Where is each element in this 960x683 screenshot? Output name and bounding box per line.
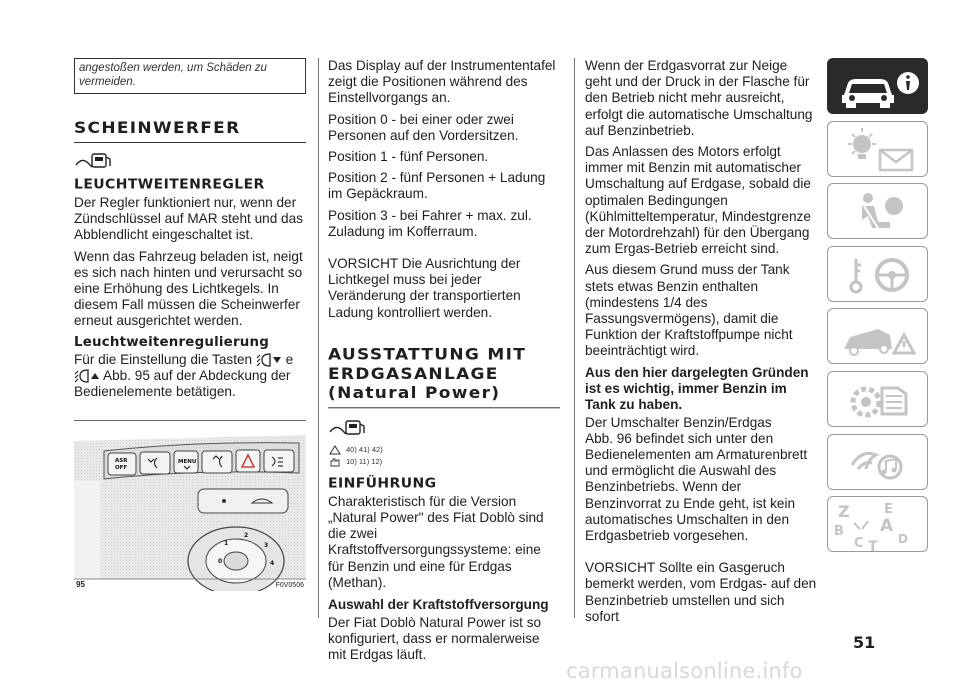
chapter-tab-starting-driving[interactable] xyxy=(827,246,928,302)
paragraph: Der Umschalter Benzin/Erdgas xyxy=(585,414,772,430)
warning-refs xyxy=(328,444,560,456)
section-heading-scheinwerfer: SCHEINWERFER xyxy=(74,119,306,143)
page-number: 51 xyxy=(853,633,876,652)
column-3 xyxy=(585,58,817,630)
chapter-tabs xyxy=(827,58,928,559)
index-letter: D xyxy=(898,532,908,547)
chapter-tab-multimedia[interactable] xyxy=(827,434,928,490)
paragraph: Das Display auf der Instrumententafel zeigt die Positionen während des Einstellvorgangs an. xyxy=(328,58,556,106)
index-letter: C xyxy=(854,536,864,552)
off-label: OFF xyxy=(115,465,128,472)
column-1 xyxy=(74,58,306,591)
paragraph: Das Anlassen des Motors erfolgt immer mit Benzin mit automatischer Umschaltung auf Erdgase, sobald die optimalen Bedingungen (Kühlmitteltemperatur, Mindestgrenze der Motordrehzahl) für den Übergang zum Ergas-Betrieb erreicht sind. xyxy=(585,144,811,257)
menu-label: MENU xyxy=(178,459,197,466)
index-letter: B xyxy=(834,524,844,540)
caution-ref-numbers: 10) 11) 12) xyxy=(346,456,383,466)
index-letter: Z xyxy=(838,502,850,522)
chapter-tab-maintenance[interactable] xyxy=(827,371,928,427)
knob-pos-1: 1 xyxy=(224,540,229,548)
figure-caption: 95 xyxy=(76,580,85,590)
heading-einfuehrung: EINFÜHRUNG xyxy=(328,476,437,492)
index-letter: T xyxy=(868,539,878,554)
car-info-icon xyxy=(828,59,928,114)
paragraph: Wenn der Erdgasvorrat zur Neige geht und der Druck in der Flasche für den Betrieb nicht mehr ausreicht, erfolgt die automatische Umschaltung auf Benzinbetrieb. xyxy=(585,58,813,138)
hand-caution-icon xyxy=(328,457,342,467)
headlight-up-icon xyxy=(74,368,100,384)
column-divider xyxy=(574,58,575,618)
section-heading-ausstattung: AUSSTATTUNG MIT ERDGASANLAGE (Natural Power) xyxy=(328,346,560,409)
warning-triangle-icon xyxy=(328,445,342,455)
chapter-tab-warning-lights[interactable] xyxy=(827,121,928,177)
heading-leuchtweitenregulierung: Leuchtweitenregulierung xyxy=(74,334,269,350)
figure-95 xyxy=(74,420,306,591)
heading-auswahl: Auswahl der Kraftstoffversorgung xyxy=(328,597,549,613)
multimedia-icon xyxy=(828,435,928,490)
paragraph: Aus diesem Grund muss der Tank stets etwas Benzin enthalten (mindestens 1/4 des Fassungsvermögens), damit die Funktion der Kraftstoffpumpe nicht beeinträchtigt wird. xyxy=(585,262,793,359)
note-box: angestoßen werden, um Schäden zu vermeiden. xyxy=(74,58,306,94)
column-divider xyxy=(318,58,319,618)
paragraph: Position 1 - fünf Personen. xyxy=(328,149,489,165)
asr-label: ASR xyxy=(115,458,128,465)
headlight-down-icon xyxy=(256,352,282,368)
emergency-car-icon xyxy=(828,309,928,364)
cng-fuel-icon xyxy=(328,418,368,438)
chapter-tab-index[interactable] xyxy=(827,496,928,552)
reference-list xyxy=(328,444,560,468)
paragraph: Position 3 - bei Fahrer + max. zul. Zuladung im Kofferraum. xyxy=(328,207,532,239)
paragraph: Der Fiat Doblò Natural Power ist so konfiguriert, dass er normalerweise mit Erdgas läuft. xyxy=(328,615,542,663)
text: Für die Einstellung die Tasten xyxy=(74,351,253,367)
chapter-tab-dashboard[interactable] xyxy=(827,58,928,114)
knob-pos-0: 0 xyxy=(218,558,223,566)
knob-pos-2: 2 xyxy=(244,532,249,540)
index-letter: E xyxy=(884,502,893,518)
paragraph: Wenn das Fahrzeug beladen ist, neigt es sich nach hinten und verursacht so eine Erhöhung des Lichtkegels. In diesem Fall müssen die Scheinwerfer erneut ausgerichtet werden. xyxy=(74,248,303,329)
chapter-tab-emergency[interactable] xyxy=(827,308,928,364)
alphabet-index-icon xyxy=(828,497,928,552)
figure-code: F0V0506 xyxy=(275,582,304,590)
warning-ref-numbers: 40) 41) 42) xyxy=(346,444,383,454)
key-steering-icon xyxy=(828,247,928,302)
caution-paragraph: VORSICHT Die Ausrichtung der Lichtkegel muss bei jeder Veränderung der transportierten Ladung kontrolliert werden. xyxy=(328,256,521,320)
text: Abb. 95 auf der Abdeckung der Bedienelemente betätigen. xyxy=(74,367,291,400)
paragraph: Position 0 - bei einer oder zwei Personen auf den Vordersitzen. xyxy=(328,111,519,143)
paragraph: Der Regler funktioniert nur, wenn der Zündschlüssel auf MAR steht und das Abblendlicht eingeschaltet ist. xyxy=(74,195,303,243)
chapter-tab-safety[interactable] xyxy=(827,183,928,239)
caution-refs xyxy=(328,456,560,468)
knob-pos-4: 4 xyxy=(270,560,275,568)
heading-leuchtweitenregler: LEUCHTWEITENREGLER xyxy=(74,177,265,193)
paragraph: Abb. 96 befindet sich unter den Bedienelementen am Armaturenbrett und ermöglicht die Auswahl des Benzinbetriebs. Wenn der Benzinvorrat zu Ende geht, ist kein automatisches Umschalten in den Erdgasbetrieb vorgesehen. xyxy=(585,430,808,544)
control-panel-illustration xyxy=(74,421,306,591)
index-letter: A xyxy=(880,516,894,537)
column-2 xyxy=(328,58,560,669)
warning-lights-icon xyxy=(828,122,928,177)
heading-gruenden: Aus den hier dargelegten Gründen ist es wichtig, immer Benzin im Tank zu haben. xyxy=(585,364,809,412)
airbag-seat-icon xyxy=(828,184,928,239)
knob-pos-3: 3 xyxy=(264,542,269,550)
paragraph: Position 2 - fünf Personen + Ladung im Gepäckraum. xyxy=(328,170,546,202)
text: e xyxy=(285,351,294,367)
caution-paragraph: VORSICHT Sollte ein Gasgeruch bemerkt werden, vom Erdgas- auf den Benzinbetrieb umstellen und sich sofort xyxy=(585,560,817,624)
paragraph: Charakteristisch für die Version „Natural Power" des Fiat Doblò sind die zwei Kraftstoffversorgungssysteme: eine für Benzin und eine für Erdgas (Methan). xyxy=(328,493,544,590)
paragraph-with-icons xyxy=(74,352,306,401)
watermark: carmanualsonline.info xyxy=(566,659,803,683)
cng-fuel-icon xyxy=(74,151,114,171)
maintenance-icon xyxy=(828,372,928,427)
